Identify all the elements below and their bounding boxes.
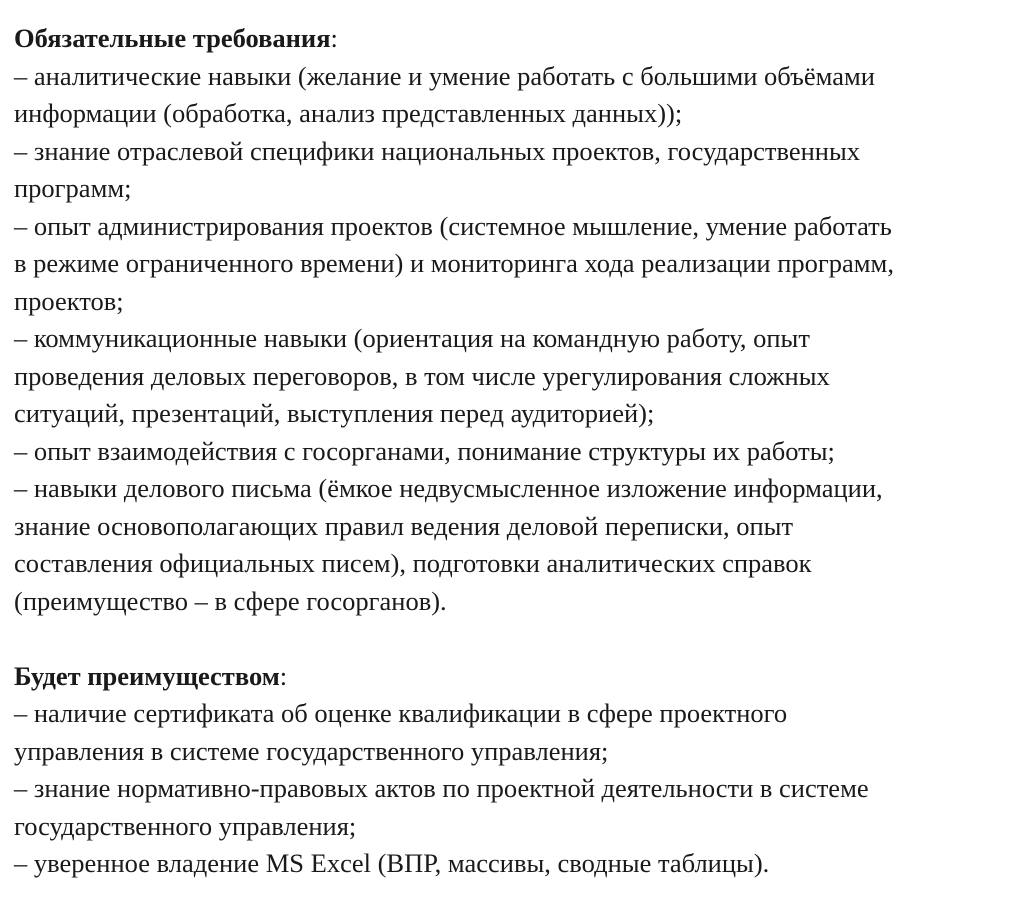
- text-line: ситуаций, презентаций, выступления перед аудиторией);: [14, 398, 655, 428]
- section-spacer: [14, 620, 1014, 658]
- text-line: составления официальных писем), подготовки аналитических справок: [14, 548, 812, 578]
- section-title-text: Будет преимуществом: [14, 660, 280, 691]
- section-title-required: [14, 20, 1014, 58]
- section-title-colon: :: [330, 23, 338, 53]
- text-line: информации (обработка, анализ представленных данных));: [14, 98, 683, 128]
- text-line: государственного управления;: [14, 810, 357, 841]
- section-title-advantage: [14, 658, 1014, 696]
- section-title-colon: :: [279, 660, 288, 691]
- text-line: – опыт администрирования проектов (системное мышление, умение работать: [14, 210, 892, 241]
- text-line: управления в системе государственного управления;: [14, 735, 609, 766]
- text-line: – наличие сертификата об оценке квалификации в сфере проектного: [14, 698, 788, 728]
- text-line: проектов;: [14, 285, 124, 316]
- text-line: – аналитические навыки (желание и умение работать с большими объёмами: [14, 60, 875, 91]
- text-line: – уверенное владение MS Excel (ВПР, массивы, сводные таблицы).: [14, 848, 770, 878]
- text-line: (преимущество – в сфере госорганов).: [14, 585, 447, 616]
- text-line: – знание нормативно-правовых актов по проектной деятельности в системе: [14, 773, 869, 803]
- text-line: – знание отраслевой специфики национальных проектов, государственных: [14, 135, 861, 166]
- document-body: [14, 20, 1014, 883]
- section-advantage: [14, 658, 1014, 883]
- section-required: [14, 20, 1014, 620]
- section-title-text: Обязательные требования: [14, 23, 331, 53]
- text-line: – навыки делового письма (ёмкое недвусмысленное изложение информации,: [14, 473, 883, 503]
- text-line: проведения деловых переговоров, в том числе урегулирования сложных: [14, 360, 830, 391]
- text-line: – коммуникационные навыки (ориентация на командную работу, опыт: [14, 323, 810, 353]
- text-line: в режиме ограниченного времени) и мониторинга хода реализации программ,: [14, 248, 894, 278]
- text-line: знание основополагающих правил ведения деловой переписки, опыт: [14, 510, 794, 541]
- text-line: – опыт взаимодействия с госорганами, понимание структуры их работы;: [14, 435, 835, 466]
- text-line: программ;: [14, 173, 132, 203]
